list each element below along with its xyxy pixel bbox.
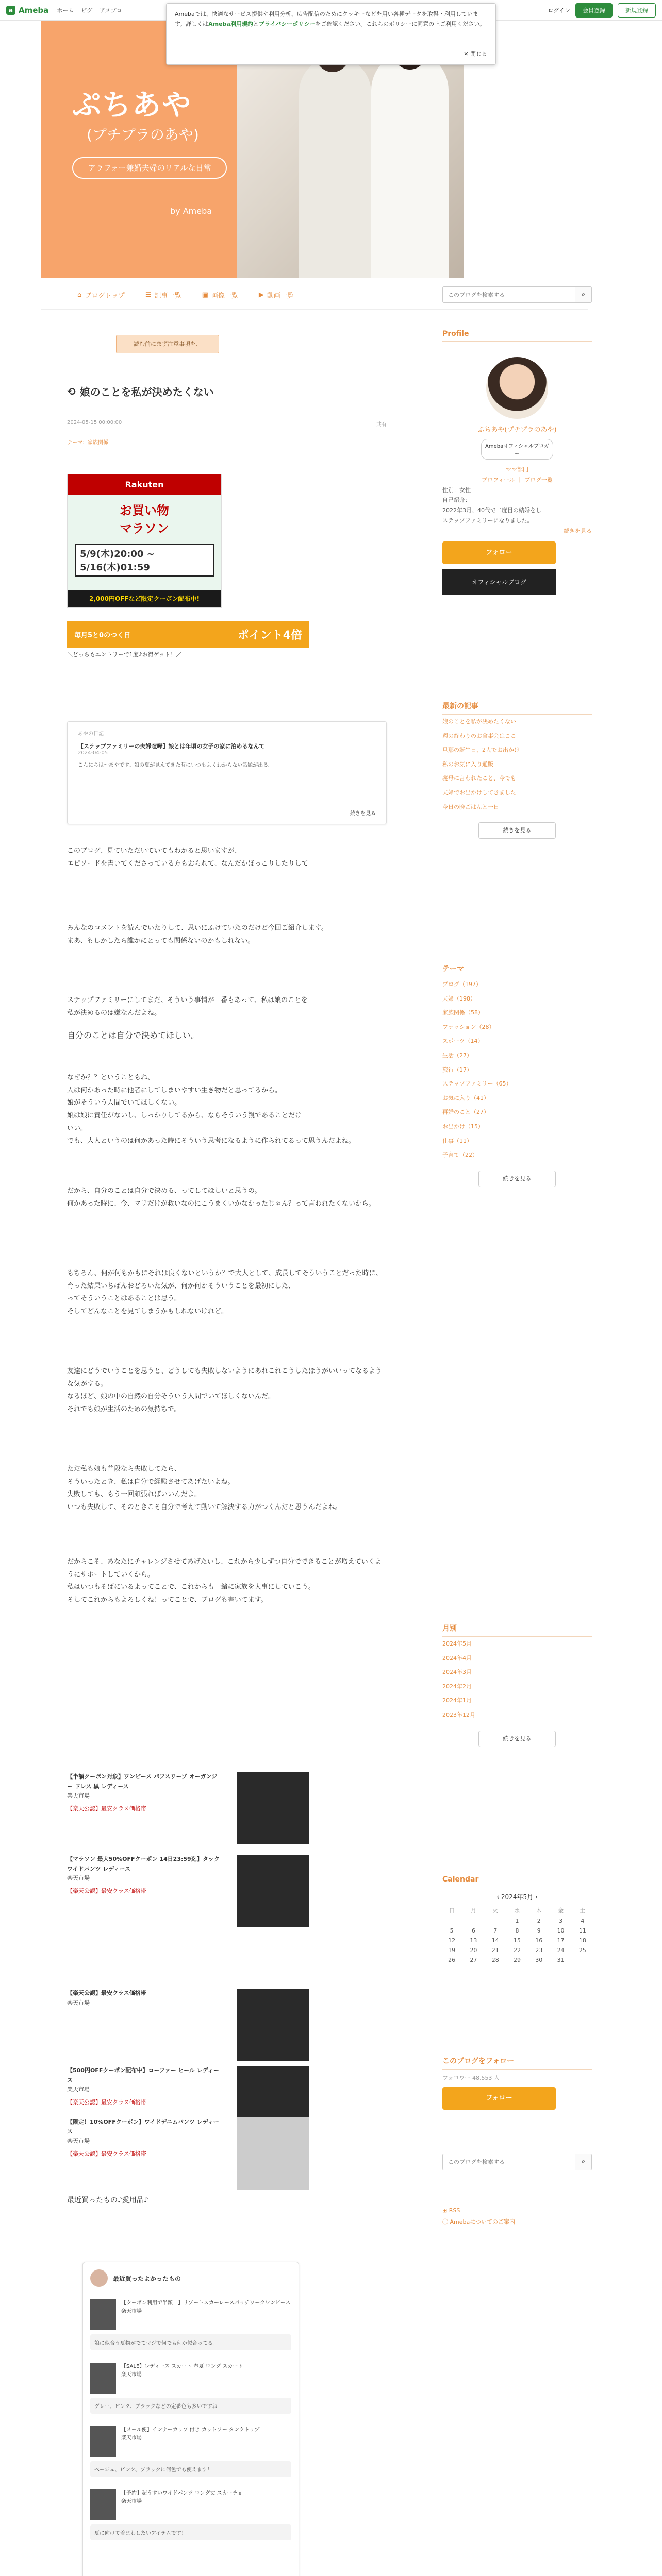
- signup-button[interactable]: 新規登録: [618, 3, 656, 18]
- avatar[interactable]: [486, 357, 548, 419]
- follow-button-2[interactable]: フォロー: [442, 2087, 556, 2110]
- latest-more-button[interactable]: 続きを見る: [478, 822, 556, 839]
- official-blog-banner[interactable]: オフィシャルブログ: [442, 569, 556, 595]
- calendar-month-label: 2024年5月: [501, 1893, 534, 1901]
- recent-buys-heading: 最近買ったもの♪愛用品♪: [67, 2196, 148, 2205]
- product-shop: 楽天市場: [67, 1792, 90, 1800]
- reblog-title: 最近買ったよかったもの: [113, 2275, 181, 2282]
- ameba-logo-icon: a: [6, 6, 15, 15]
- latest-item[interactable]: 旦那の誕生日、2人でお出かけ: [442, 747, 520, 754]
- rakuten-banner[interactable]: [67, 474, 222, 608]
- month-item[interactable]: 2024年3月: [442, 1669, 472, 1676]
- terms-link[interactable]: Ameba利用規約: [208, 20, 253, 27]
- blog-search-2: [442, 2154, 592, 2170]
- reblog-item[interactable]: [90, 2489, 291, 2520]
- product-shop: 楽天市場: [67, 1999, 90, 2006]
- article-title-text: 娘のことを私が決めたくない: [79, 386, 214, 398]
- reblog-comment: 夏に向けて着まわしたいアイテムです！: [90, 2524, 291, 2540]
- cookie-close-button[interactable]: ✕ 閉じる: [464, 50, 487, 58]
- reblog-item-text: 【SALE】レディース スカート 春夏 ロング スカート: [121, 2364, 243, 2369]
- product-shop: 楽天市場: [67, 2138, 90, 2145]
- product-price: 【楽天公認】最安クラス価格帯: [67, 1805, 146, 1812]
- reblog-header: [90, 2269, 291, 2287]
- login-link[interactable]: ログイン: [548, 7, 570, 14]
- ameba-info-label: Amebaについてのご案内: [450, 2218, 516, 2225]
- link-card[interactable]: [67, 721, 387, 824]
- latest-item[interactable]: 週の終わりのお食事会はここ: [442, 732, 516, 739]
- reblog-item-text: 【メール便】インナーカップ 付き カットソー タンクトップ: [121, 2427, 260, 2433]
- reblog-item[interactable]: [90, 2363, 291, 2394]
- reblog-thumb: [90, 2489, 116, 2520]
- reblog-comment: 娘に似合う夏物がでてマジで何でも何か似合ってる！: [90, 2334, 291, 2350]
- product-price: 【楽天公認】最安クラス価格帯: [67, 2150, 146, 2158]
- reblog-text: [121, 2489, 242, 2520]
- product-text: [67, 1989, 222, 2061]
- theme-heading: テーマ: [442, 963, 592, 977]
- theme-item[interactable]: ファッション（28）: [442, 1023, 495, 1030]
- top-nav: [57, 6, 122, 14]
- product-item[interactable]: [67, 1772, 309, 1844]
- blog-subtitle: (プチプラのあや): [87, 126, 199, 143]
- profile-role: ママ部門: [506, 466, 528, 473]
- product-text: [67, 1772, 222, 1844]
- profile-links: プロフィール ｜ ブログ一覧: [482, 476, 553, 483]
- reblog-item[interactable]: [90, 2299, 291, 2330]
- profile-more[interactable]: 続きを見る: [564, 527, 592, 534]
- sidebar-calendar: [442, 1875, 592, 1963]
- nav-blog-top[interactable]: [77, 290, 125, 300]
- month-item[interactable]: 2023年12月: [442, 1711, 475, 1718]
- product-name: 【半額クーポン対象】ワンピース パフスリーブ オーガンジー ドレス 黒 レディース: [67, 1773, 218, 1790]
- sidebar-themes: [442, 963, 592, 1195]
- sidebar-profile: [442, 330, 592, 595]
- article-date: 2024-05-15 00:00:00: [67, 420, 122, 426]
- avatar: [90, 2269, 108, 2287]
- link-card-more[interactable]: 続きを見る: [350, 811, 376, 817]
- rakuten-logo: Rakuten: [68, 474, 221, 495]
- blog-by: by Ameba: [170, 206, 212, 216]
- article-theme: [67, 438, 108, 446]
- rakuten-marathon-title: お買い物 マラソン: [120, 503, 169, 536]
- nav-articles-label: 記事一覧: [154, 292, 181, 300]
- theme-more-button[interactable]: 続きを見る: [478, 1171, 556, 1187]
- reblog-comment: ベージュ、ピンク、ブラックに何色でも使えます！: [90, 2461, 291, 2477]
- theme-item[interactable]: 再婚のこと（27）: [442, 1109, 489, 1116]
- theme-list: [442, 977, 592, 1162]
- nav-articles[interactable]: [145, 290, 181, 300]
- nav-images-label: 画像一覧: [211, 292, 238, 300]
- follow-blog-heading: このブログをフォロー: [442, 2056, 592, 2070]
- ameba-logo[interactable]: [6, 6, 48, 15]
- profile-name[interactable]: ぷちあや(プチプラのあや): [477, 426, 557, 434]
- profile-heading: Profile: [442, 330, 592, 342]
- latest-list: [442, 715, 592, 814]
- product-name: 【マラソン 最大50%OFFクーポン 14日23:59迄】タックワイドパンツ レディース: [67, 1856, 220, 1872]
- rakuten-coupon: 2,000円OFFなど限定クーポン配布中!: [68, 590, 221, 607]
- reblog-thumb: [90, 2363, 116, 2394]
- link-card-title: 【ステップファミリーの夫婦喧嘩】娘とは年頃の女子の家に泊めるなんて: [78, 743, 265, 750]
- link-card-body: こんにちは〜あやです。娘の夏が見えてきた時にいつもよくわからない話題が出る。: [78, 762, 274, 768]
- reblog-item-shop: 楽天市場: [121, 2309, 142, 2314]
- top-right: [548, 3, 656, 18]
- calendar-month: ‹ 2024年5月 ›: [496, 1893, 538, 1901]
- link-card-date: 2024-04-05: [78, 750, 108, 756]
- article-paragraph: だからこそ、あなたにチャレンジさせてあげたいし、これから少しずつ自分でできることが増えていくようにサポートしていくから。 私はいつもそばにいるよってことで、これからも一緒に家族を大事にしていこう。 そしてこれからもよろしくね！ってことで、ブログも書いてます。: [67, 1558, 382, 1604]
- product-price: 【楽天公認】最安クラス価格帯: [67, 2099, 146, 2106]
- latest-item[interactable]: 今日の晩ごはんと一日: [442, 803, 499, 810]
- product-name: 【500円OFFクーポン配布中】ローファー ヒール レディース: [67, 2067, 219, 2083]
- reblog-item-text: 【クーポン利用で半額！】リゾートスカーレースパッチワークワンピース: [121, 2300, 291, 2306]
- latest-heading: 最新の記事: [442, 701, 592, 715]
- rakuten-dates: 5/9(木)20:00 ~ 5/16(木)01:59: [75, 544, 214, 577]
- product-item[interactable]: [67, 1989, 309, 2061]
- article-highlight: 自分のことは自分で決めてほしい。: [67, 1030, 200, 1040]
- theme-item[interactable]: 夫婦（198）: [442, 995, 476, 1002]
- reblog-item-shop: 楽天市場: [121, 2435, 142, 2441]
- cookie-and: と: [253, 20, 259, 27]
- month-heading: 月別: [442, 1623, 592, 1637]
- latest-item[interactable]: 娘のことを私が決めたくない: [442, 718, 516, 725]
- point-banner-big: ポイント4倍: [237, 629, 302, 642]
- calendar-heading: Calendar: [442, 1875, 592, 1887]
- product-name: 【楽天公認】最安クラス価格帯: [67, 1990, 146, 1996]
- calendar-grid: 日 月 火 水 木 金 土 1 2 3 4 5 6 7 8 9 10 11 12 13 14 15 16 17 18 19 20 21 22 23 24 25 26 27 28 29 30 31: [448, 1907, 586, 1963]
- nav-videos[interactable]: [259, 290, 294, 300]
- article-paragraph: なぜか？？ということもね、 人は何かあった時に他者にしてしまいやすい生き物だと思ってるから。 娘がそういう人間でいてほしくない。 娘は娘に責任がないし、しっかりしてるから、ならそういう親であることだけ いい。 でも、大人というのは何かあった時にそういう思考になるように作られてるって思うんだよね。: [67, 1074, 355, 1145]
- theme-item[interactable]: お出かけ（15）: [442, 1123, 484, 1130]
- video-icon: ▶: [258, 291, 264, 299]
- nav-blog-top-label: ブログトップ: [85, 292, 125, 300]
- profile-desc: 性別：女性 自己紹介： 2022年3月、40代で二度目の結婚をし ステップファミリーになりました。: [442, 486, 541, 524]
- theme-label: テーマ：: [67, 440, 88, 446]
- rss-link[interactable]: ⊞ RSS: [442, 2207, 460, 2214]
- official-badge: Amebaオフィシャルブロガー: [481, 439, 553, 460]
- product-image: [237, 1855, 309, 1927]
- theme-item[interactable]: 子育て（22）: [442, 1151, 478, 1159]
- product-name: 【限定！10%OFFクーポン】ワイドデニムパンツ レディース: [67, 2119, 219, 2135]
- search-input[interactable]: [442, 286, 575, 303]
- list-icon: ☰: [145, 291, 152, 299]
- cookie-tail: をご確認ください。これらのポリシーに同意の上ご利用ください。: [315, 20, 486, 27]
- product-text: [67, 2117, 222, 2190]
- blog-tagline: アラフォー兼婚夫婦のリアルな日常: [72, 157, 227, 179]
- point-banner[interactable]: [67, 621, 309, 648]
- product-price: 【楽天公認】最安クラス価格帯: [67, 1888, 146, 1895]
- article-paragraph: このブログ、見ていただいていてもわかると思いますが、 エピソードを書いてくださっている方もおられて、なんだかほっこりしたりして: [67, 847, 308, 868]
- latest-item[interactable]: 義母に言われたこと、今でも: [442, 775, 516, 782]
- product-image: [237, 1772, 309, 1844]
- month-item[interactable]: 2024年5月: [442, 1640, 472, 1647]
- sidebar-footer-links: [442, 2205, 592, 2228]
- follow-button[interactable]: フォロー: [442, 541, 556, 564]
- nav-videos-label: 動画一覧: [267, 292, 294, 300]
- article-title: [67, 384, 214, 399]
- theme-link[interactable]: 家族関係: [88, 440, 108, 446]
- article-paragraph: みんなのコメントを読んでいたりして、思いにふけていたのだけど今回ご紹介します。 まあ、もしかしたら誰かにとっても関係ないのかもしれない。: [67, 924, 328, 945]
- product-text: [67, 1855, 222, 1927]
- nav-home[interactable]: ホーム: [57, 7, 74, 14]
- rss-label: RSS: [449, 2207, 460, 2214]
- reblog-text: [121, 2363, 243, 2394]
- month-item[interactable]: 2024年4月: [442, 1654, 472, 1662]
- share-button[interactable]: 共有: [376, 422, 387, 428]
- cookie-text: Amebaでは、快適なサービス提供や利用分析、広告配信のためにクッキーなどを用い各種データを取得・利用しています。詳しくは: [175, 11, 478, 27]
- cookie-close-label: 閉じる: [470, 50, 487, 58]
- theme-item[interactable]: 仕事（11）: [442, 1137, 472, 1144]
- reblog-item-shop: 楽天市場: [121, 2372, 142, 2378]
- point-banner-left: 毎月5と0のつく日: [74, 631, 131, 639]
- reblog-item-shop: 楽天市場: [121, 2499, 142, 2504]
- reblog-card[interactable]: [82, 2262, 299, 2576]
- reblog-comment: グレー、ピンク、ブラックなどの定番色も多いですね: [90, 2398, 291, 2414]
- profile-link[interactable]: プロフィール: [482, 476, 515, 483]
- article-meta: [67, 420, 387, 428]
- product-image: [237, 1989, 309, 2061]
- theme-item[interactable]: ステップファミリー（65）: [442, 1080, 512, 1088]
- reblog-item[interactable]: [90, 2426, 291, 2457]
- article-paragraph: もちろん、何が何もかもにそれは良くないというか？で大人として、成長してそういうことだった時に、 育った結果いちばんおどろいた気が、何か何かそういうことを最初にした、 ってそういうことはあることは思う。 そしてどんなことを見てしまうかもしれないけれど。: [67, 1269, 383, 1316]
- nav-ameblo[interactable]: アメブロ: [100, 7, 122, 14]
- theme-item[interactable]: 家族関係（58）: [442, 1009, 484, 1016]
- article-paragraph: ステップファミリーにしてまだ、そういう事情が一番もあって、私は娘のことを 私が決めるのは嫌なんだよね。: [67, 996, 308, 1017]
- blog-search: [442, 286, 592, 303]
- search-icon[interactable]: ⌕: [575, 286, 592, 303]
- search-input[interactable]: [442, 2154, 575, 2170]
- month-item[interactable]: 2024年2月: [442, 1683, 472, 1690]
- sidebar-latest: [442, 701, 592, 847]
- reblog-text: [121, 2299, 290, 2330]
- latest-item[interactable]: 私のお気に入り通販: [442, 760, 493, 768]
- groom-figure: [299, 57, 371, 278]
- link-card-blog: あやの日記: [78, 731, 104, 737]
- theme-item[interactable]: 旅行（17）: [442, 1066, 472, 1073]
- ameba-info-link[interactable]: ⓘ Amebaについてのご案内: [442, 2218, 516, 2225]
- nav-pigg[interactable]: ピグ: [81, 7, 93, 14]
- logo-text: Ameba: [19, 5, 49, 15]
- reblog-thumb: [90, 2299, 116, 2330]
- home-icon: ⌂: [77, 291, 82, 299]
- month-list: [442, 1637, 592, 1722]
- image-icon: ▣: [202, 291, 208, 299]
- theme-item[interactable]: ブログ（197）: [442, 981, 482, 988]
- first-read-button[interactable]: 読む前にまず注意事項を、: [116, 335, 219, 353]
- point-caption: ＼どっちもエントリーで1度♪お得ゲット！／: [67, 651, 182, 658]
- month-item[interactable]: 2024年1月: [442, 1697, 472, 1704]
- product-shop: 楽天市場: [67, 1875, 90, 1882]
- article-paragraph: だから、自分のことは自分で決める、ってしてほしいと思うの。 何かあった時に、今、マリだけが救いなのにこうまくいかなかったじゃん？って言われたくないから。: [67, 1187, 375, 1208]
- article-paragraph: ただ私も娘も普段なら失敗してたら、 そういったとき、私は自分で経験させてあげたいよね。 失敗しても、もう一回頑張ればいいんだよ。 いつも失敗して、そのときこそ自分で考えて動いて解決する力がつくんだと思うんだよね。: [67, 1465, 342, 1512]
- blog-title: ぷちあや: [72, 89, 192, 122]
- product-item[interactable]: [67, 1855, 309, 1927]
- theme-item[interactable]: スポーツ（14）: [442, 1038, 484, 1045]
- product-shop: 楽天市場: [67, 2086, 90, 2093]
- search-icon[interactable]: ⌕: [575, 2154, 592, 2170]
- blog-list-link[interactable]: ブログ一覧: [524, 476, 553, 483]
- nav-images[interactable]: [202, 290, 238, 300]
- register-button[interactable]: 会員登録: [575, 3, 613, 18]
- follower-count: フォロワー 48,553 人: [442, 2075, 500, 2081]
- privacy-link[interactable]: プライバシーポリシー: [258, 20, 316, 27]
- reblog-icon: ⟲: [67, 385, 76, 398]
- article-paragraph: 友達にどうでいうことを思うと、どうしても失敗しないようにあれこれこうしたほうがいいってなるような気がする。 なるほど、娘の中の自然の自分そういう人間でいてほしくないんだ。 それでも娘が生活のための気持ちで。: [67, 1367, 383, 1414]
- month-more-button[interactable]: 続きを見る: [478, 1731, 556, 1747]
- sidebar-months: [442, 1623, 592, 1755]
- sidebar-follow: [442, 2056, 592, 2115]
- reblog-text: [121, 2426, 259, 2457]
- latest-item[interactable]: 夫婦でお出かけしてきました: [442, 789, 516, 796]
- reblog-thumb: [90, 2426, 116, 2457]
- theme-item[interactable]: お気に入り（41）: [442, 1094, 489, 1101]
- bride-figure: [371, 52, 449, 278]
- product-image: [237, 2117, 309, 2190]
- cookie-notice: [166, 3, 496, 65]
- product-item[interactable]: [67, 2117, 309, 2190]
- theme-item[interactable]: 生活（27）: [442, 1052, 472, 1059]
- reblog-item-text: 【予約】超うすいワイドパンツ ロング丈 スカーチョ: [121, 2490, 243, 2496]
